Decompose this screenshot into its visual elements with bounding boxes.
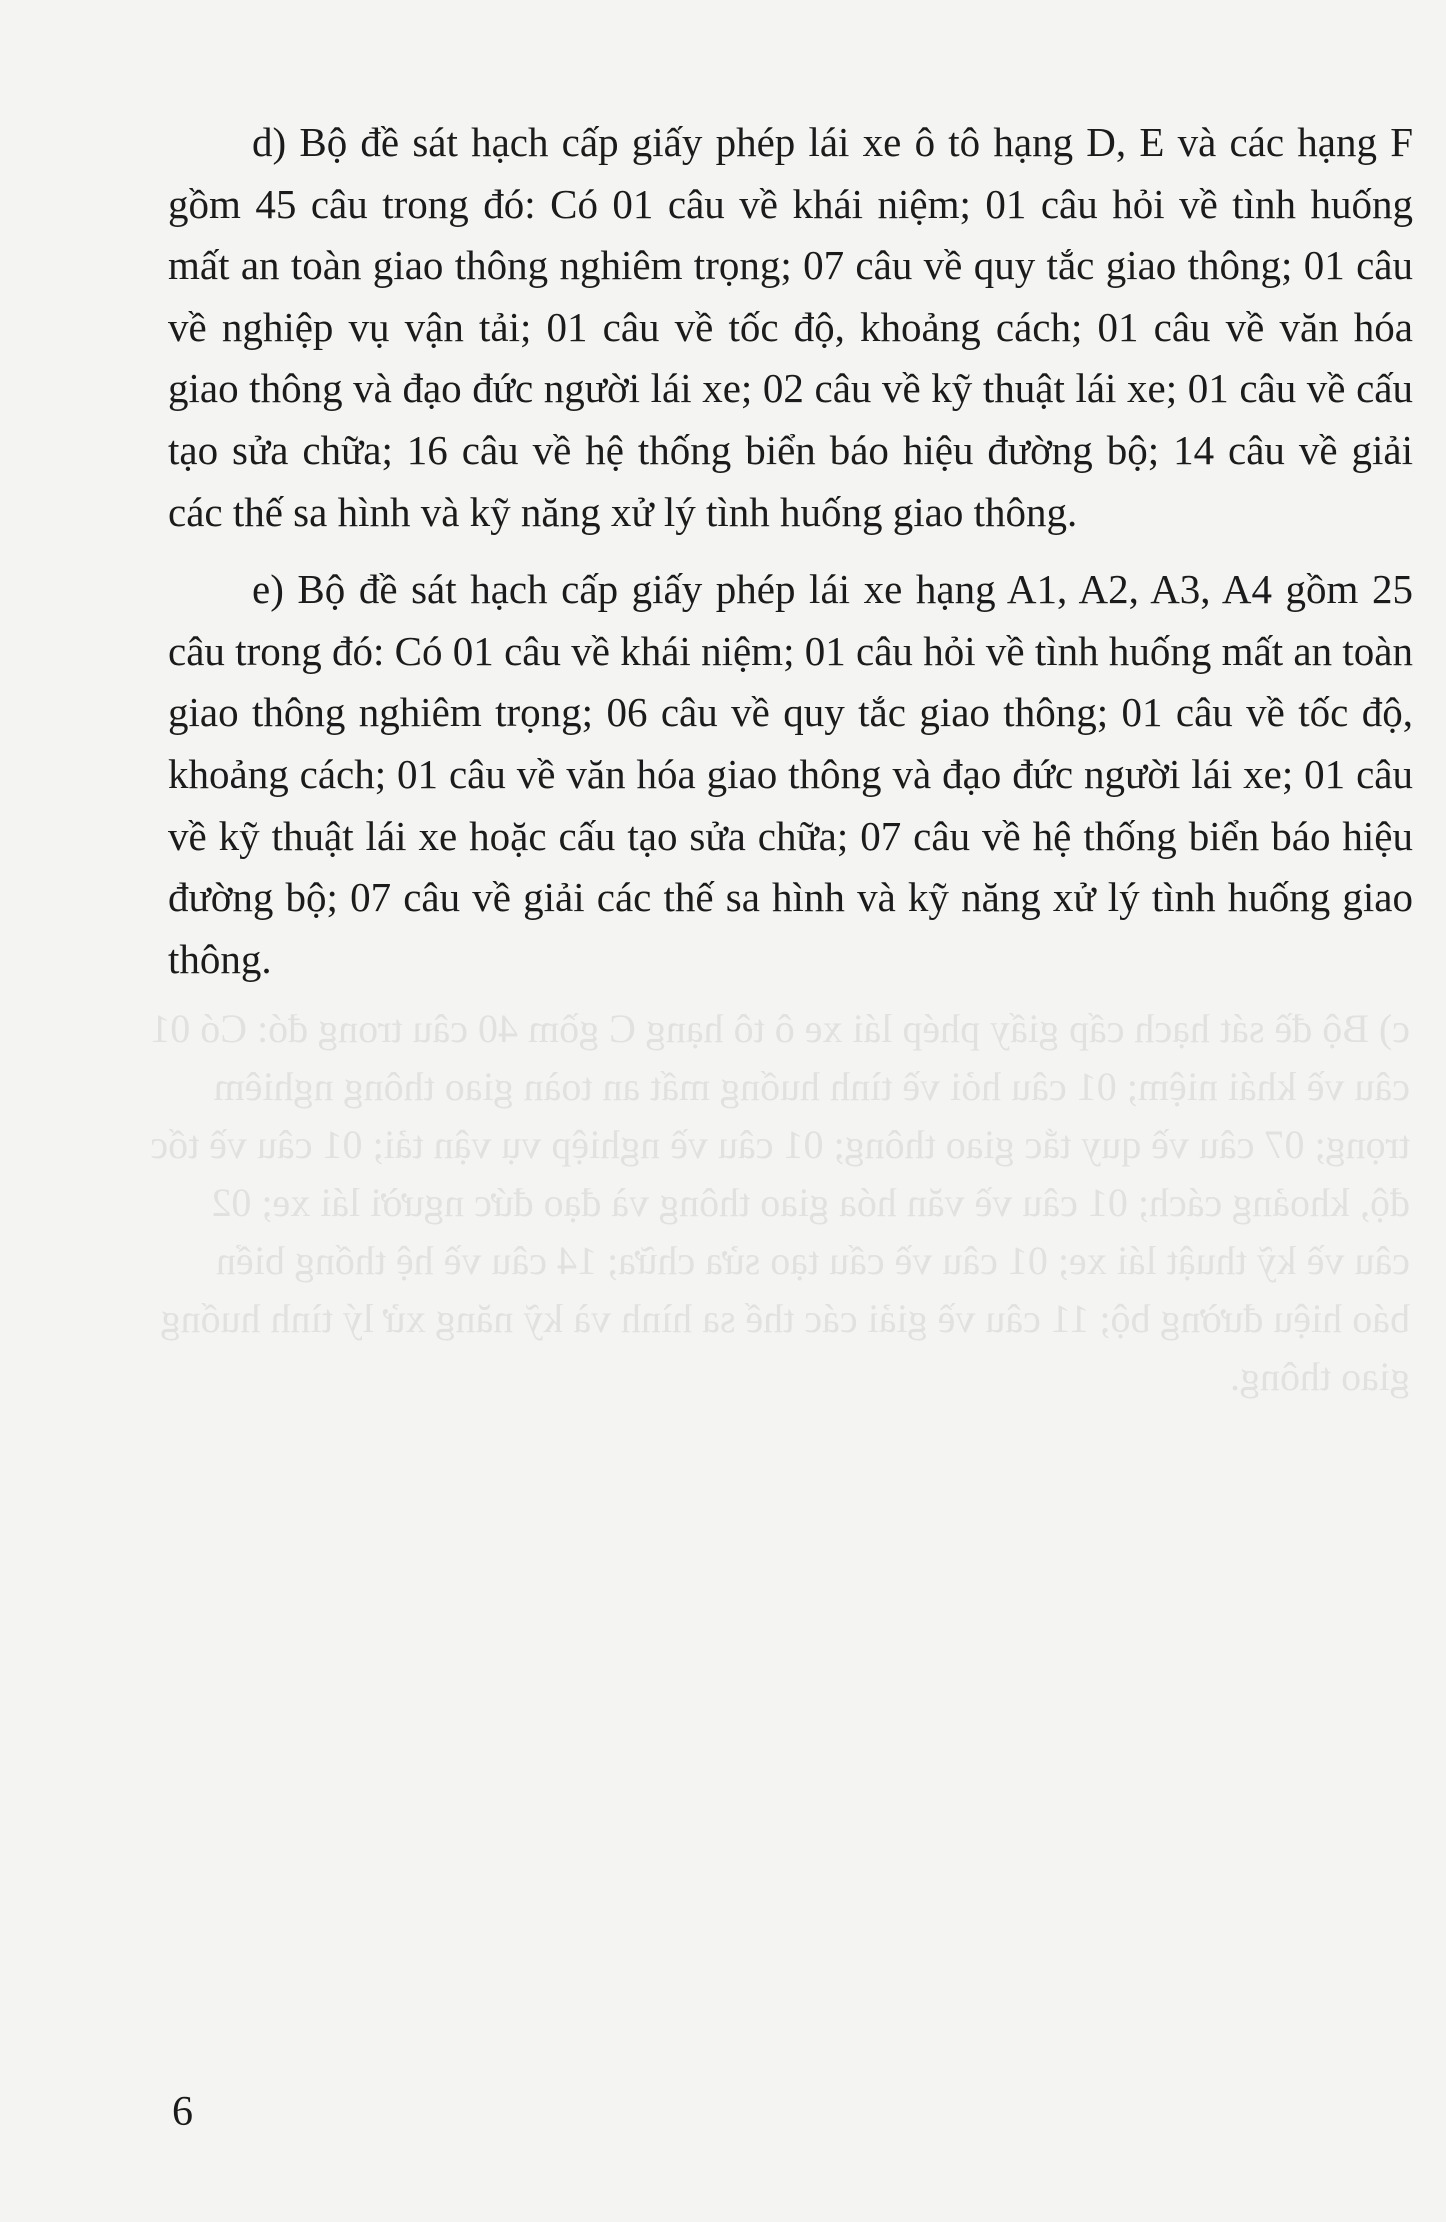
paragraph-e: e) Bộ đề sát hạch cấp giấy phép lái xe hạng A1, A2, A3, A4 gồm 25 câu trong đó: Có 01 câu về khái niệm; 01 câu hỏi về tình huống mất an toàn giao thông nghiêm trọng; 06 câu về quy tắc giao thông; 01 câu về tốc độ, khoảng cách; 01 câu về văn hóa giao thông và đạo đức người lái xe; 01 câu về kỹ thuật lái xe hoặc cấu tạo sửa chữa; 07 câu về hệ thống biển báo hiệu đường bộ; 07 câu về giải các thế sa hình và kỹ năng xử lý tình huống giao thông. <box>168 566 1413 982</box>
reverse-side-bleed-through <box>150 1000 1410 2100</box>
paragraph-d: d) Bộ đề sát hạch cấp giấy phép lái xe ô tô hạng D, E và các hạng F gồm 45 câu trong đó: Có 01 câu về khái niệm; 01 câu hỏi về tình huống mất an toàn giao thông nghiêm trọng; 07 câu về quy tắc giao thông; 01 câu về nghiệp vụ vận tải; 01 câu về tốc độ, khoảng cách; 01 câu về văn hóa giao thông và đạo đức người lái xe; 02 câu về kỹ thuật lái xe; 01 câu về cấu tạo sửa chữa; 16 câu về hệ thống biển báo hiệu đường bộ; 14 câu về giải các thế sa hình và kỹ năng xử lý tình huống giao thông. <box>168 119 1413 535</box>
page-body <box>168 112 1413 990</box>
bleed-paragraph: c) Bộ đề sát hạch cấp giấy phép lái xe ô tô hạng C gồm 40 câu trong đó: Có 01 câu về khái niệm; 01 câu hỏi về tình huống mất an toàn giao thông nghiêm trọng; 07 câu về quy tắc giao thông; 01 câu về nghiệp vụ vận tải; 01 câu về tốc độ, khoảng cách; 01 câu về văn hóa giao thông và đạo đức người lái xe; 02 câu về kỹ thuật lái xe; 01 câu về cấu tạo sửa chữa; 14 câu về hệ thống biển báo hiệu đường bộ; 11 câu về giải các thế sa hình và kỹ năng xử lý tình huống giao thông. <box>150 1006 1410 1399</box>
page-number: 6 <box>172 2089 193 2135</box>
